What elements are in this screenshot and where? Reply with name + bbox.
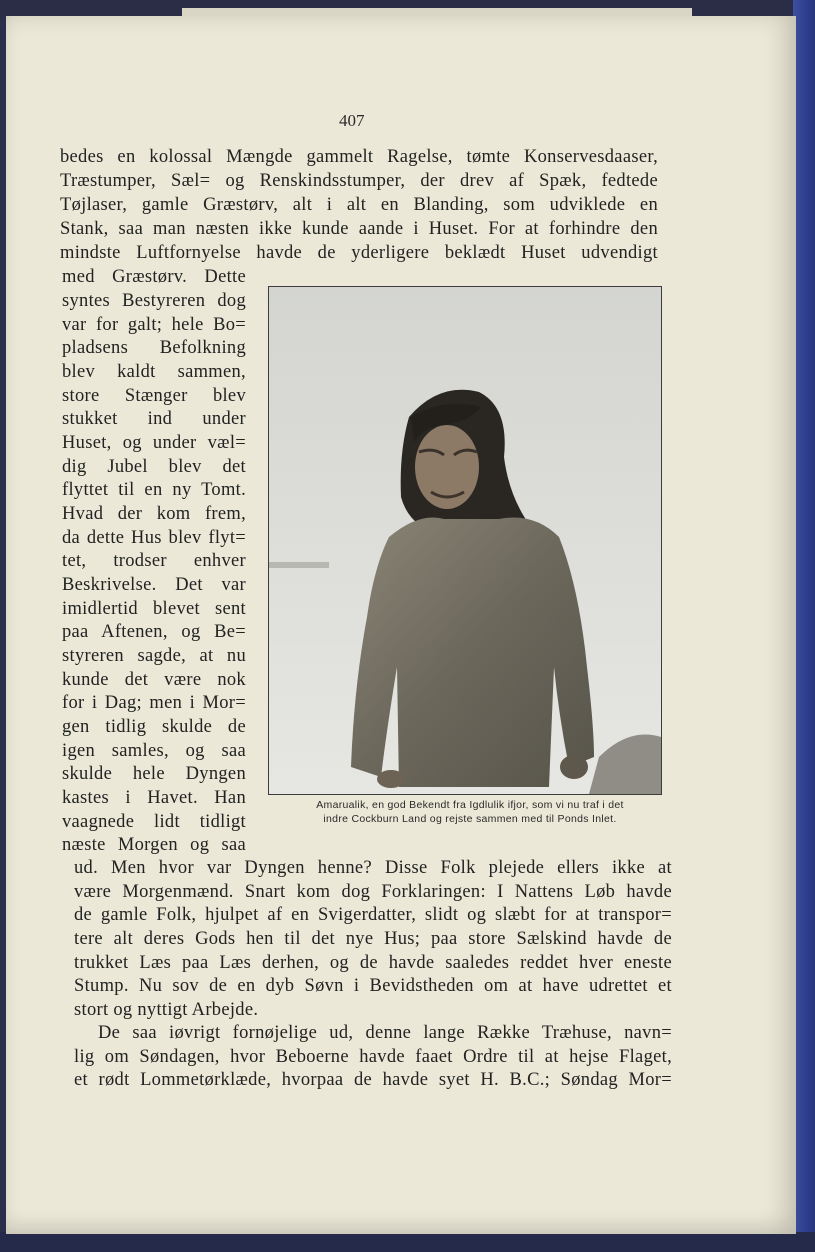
text-line: Stump. Nu sov de en dyb Søvn i Bevidstheden om at have udrettet et: [74, 976, 672, 996]
text-line: paa Aftenen, og Be=: [62, 622, 246, 642]
text-line: de gamle Folk, hjulpet af en Svigerdatter, slidt og slæbt for at transpor=: [74, 905, 672, 925]
text-line: bedes en kolossal Mængde gammelt Ragelse, tømte Konservesdaaser,: [60, 147, 658, 167]
text-line: Tøjlaser, gamle Græstørv, alt i alt en Blanding, som udviklede en: [60, 195, 658, 215]
text-line: kastes i Havet. Han: [62, 788, 246, 808]
book-cover-edge: [793, 0, 815, 1252]
text-line: stukket ind under: [62, 409, 246, 429]
text-line: Hvad der kom frem,: [62, 504, 246, 524]
text-line: Træstumper, Sæl= og Renskindsstumper, der drev af Spæk, fedtede: [60, 171, 658, 191]
text-line: et rødt Lommetørklæde, hvorpaa de havde syet H. B.C.; Søndag Mor=: [74, 1070, 672, 1090]
text-line: styreren sagde, at nu: [62, 646, 246, 666]
text-line: blev kaldt sammen,: [62, 362, 246, 382]
text-line: med Græstørv. Dette: [62, 267, 246, 287]
text-line: imidlertid blevet sent: [62, 599, 246, 619]
text-line: tere alt deres Gods hen til det nye Hus; paa store Sælskind havde de: [74, 929, 672, 949]
text-line: dig Jubel blev det: [62, 457, 246, 477]
book-page: [6, 16, 796, 1234]
portrait-illustration: [269, 287, 661, 794]
caption-line: indre Cockburn Land og rejste sammen med til Ponds Inlet.: [323, 813, 617, 825]
text-line: gen tidlig skulde de: [62, 717, 246, 737]
page-number: 407: [339, 111, 365, 130]
portrait-photo: [268, 286, 662, 795]
text-line: mindste Luftfornyelse havde de yderligere beklædt Huset udvendigt: [60, 243, 658, 263]
text-line: kunde det være nok: [62, 670, 246, 690]
text-line: store Stænger blev: [62, 386, 246, 406]
text-line: lig om Søndagen, hvor Beboerne havde faaet Ordre til at hejse Flaget,: [74, 1047, 672, 1067]
text-line: trukket Læs paa Læs derhen, og de havde saaledes reddet hver eneste: [74, 953, 672, 973]
text-line: da dette Hus blev flyt=: [62, 528, 246, 548]
text-line: De saa iøvrigt fornøjelige ud, denne lange Række Træhuse, navn=: [98, 1023, 672, 1043]
text-line: igen samles, og saa: [62, 741, 246, 761]
text-line: syntes Bestyreren dog: [62, 291, 246, 311]
text-line: være Morgenmænd. Snart kom dog Forklaringen: I Nattens Løb havde: [74, 882, 672, 902]
text-line: for i Dag; men i Mor=: [62, 693, 246, 713]
text-line: næste Morgen og saa: [62, 835, 246, 855]
text-line: Huset, og under væl=: [62, 433, 246, 453]
text-line: var for galt; hele Bo=: [62, 315, 246, 335]
text-line: vaagnede lidt tidligt: [62, 812, 246, 832]
text-line: Beskrivelse. Det var: [62, 575, 246, 595]
photo-caption: [270, 798, 670, 826]
text-line: Stank, saa man næsten ikke kunde aande i Huset. For at forhindre den: [60, 219, 658, 239]
text-line: flyttet til en ny Tomt.: [62, 480, 246, 500]
text-line: ud. Men hvor var Dyngen henne? Disse Folk plejede ellers ikke at: [74, 858, 672, 878]
text-line: stort og nyttigt Arbejde.: [74, 1000, 259, 1020]
text-line: tet, trodser enhver: [62, 551, 246, 571]
book-background-bottom: [0, 1232, 815, 1252]
caption-line: Amarualik, en god Bekendt fra Igdlulik ifjor, som vi nu traf i det: [316, 799, 624, 811]
text-line: skulde hele Dyngen: [62, 764, 246, 784]
text-line: pladsens Befolkning: [62, 338, 246, 358]
